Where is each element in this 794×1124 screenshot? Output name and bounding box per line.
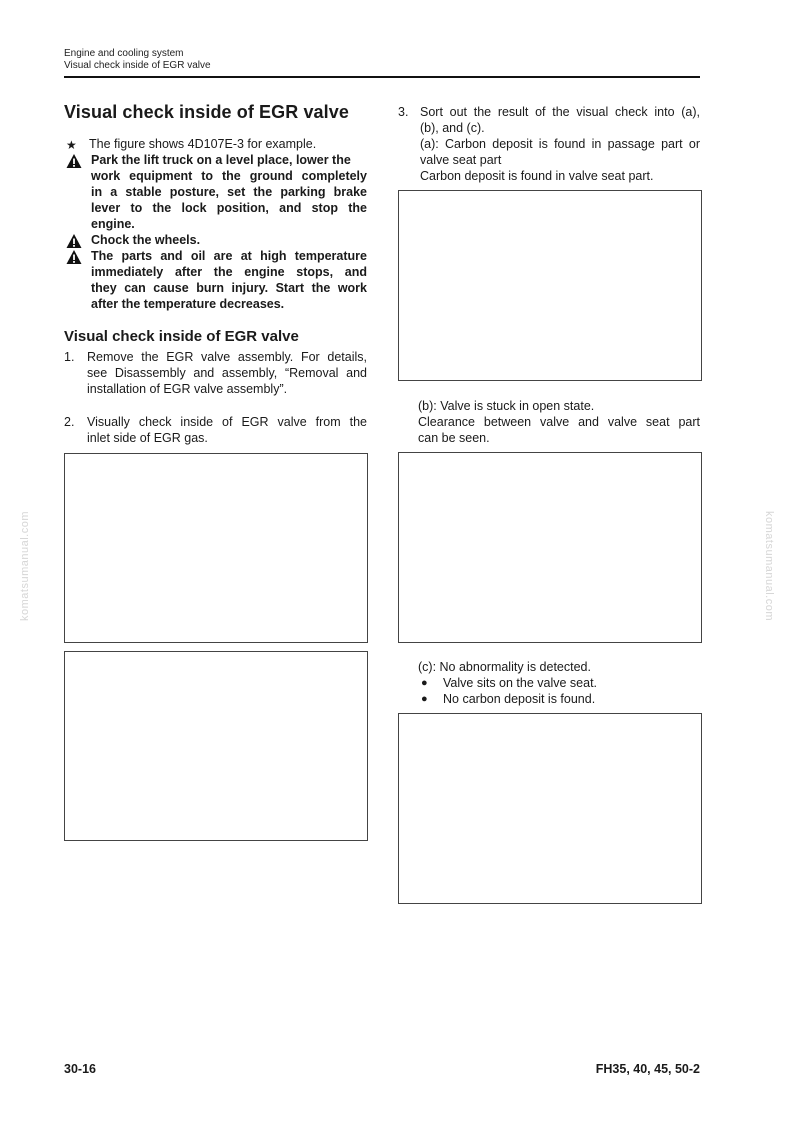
- result-c-bullet-1: Valve sits on the valve seat.: [443, 676, 598, 690]
- warning-3-line-1: The parts and oil are at high temperature: [91, 249, 367, 263]
- bullet-icon: ●: [421, 677, 428, 689]
- header-rule: [64, 76, 700, 78]
- watermark-right: komatsumanual.com: [763, 511, 775, 621]
- header-subsection: Visual check inside of EGR valve: [64, 60, 211, 71]
- warning-triangle-icon: [66, 153, 82, 169]
- figure-box-result-c: [398, 713, 702, 904]
- watermark-left: komatsumanual.com: [19, 511, 31, 621]
- warning-1-line-4: lever to the lock position, and stop the: [91, 201, 367, 215]
- step-3-number: 3.: [398, 105, 409, 119]
- warning-2-line-1: Chock the wheels.: [91, 233, 201, 247]
- page-title: Visual check inside of EGR valve: [64, 102, 349, 122]
- figure-box-step-2-a: [64, 453, 368, 643]
- result-a-line-2: valve seat part: [420, 153, 502, 167]
- warning-1-line-1: Park the lift truck on a level place, lower the: [91, 153, 351, 167]
- result-a-line-1: (a): Carbon deposit is found in passage part or: [420, 137, 700, 151]
- warning-triangle-icon: [66, 249, 82, 265]
- figure-box-step-2-b: [64, 651, 368, 841]
- model-label: FH35, 40, 45, 50-2: [595, 1062, 700, 1076]
- warning-3-line-2: immediately after the engine stops, and: [91, 265, 367, 279]
- step-2-number: 2.: [64, 415, 75, 429]
- step-1-number: 1.: [64, 350, 75, 364]
- figure-box-result-b: [398, 452, 702, 643]
- warning-triangle-icon: [66, 233, 82, 249]
- warning-3-line-3: they can cause burn injury. Start the work: [91, 281, 367, 295]
- step-1-line-2: see Disassembly and assembly, “Removal and: [87, 366, 367, 380]
- star-icon: ★: [66, 138, 77, 152]
- step-1-line-3: installation of EGR valve assembly”.: [87, 382, 288, 396]
- figure-note: The figure shows 4D107E-3 for example.: [89, 137, 317, 151]
- result-b-line-3: can be seen.: [418, 431, 490, 445]
- step-3-line-2: (b), and (c).: [420, 121, 485, 135]
- warning-1-line-5: engine.: [91, 217, 135, 231]
- result-b-line-2: Clearance between valve and valve seat part: [418, 415, 700, 429]
- header-section: Engine and cooling system: [64, 48, 184, 59]
- result-c-bullet-2: No carbon deposit is found.: [443, 692, 596, 706]
- result-b-line-1: (b): Valve is stuck in open state.: [418, 399, 595, 413]
- step-2-line-2: inlet side of EGR gas.: [87, 431, 208, 445]
- warning-3-line-4: after the temperature decreases.: [91, 297, 285, 311]
- section-subtitle: Visual check inside of EGR valve: [64, 328, 299, 345]
- figure-box-result-a: [398, 190, 702, 381]
- bullet-icon: ●: [421, 693, 428, 705]
- step-3-line-1: Sort out the result of the visual check into (a),: [420, 105, 700, 119]
- step-2-line-1: Visually check inside of EGR valve from the: [87, 415, 367, 429]
- result-a-line-3: Carbon deposit is found in valve seat part.: [420, 169, 654, 183]
- page-number: 30-16: [64, 1062, 96, 1076]
- warning-1-line-2: work equipment to the ground completely: [91, 169, 367, 183]
- step-1-line-1: Remove the EGR valve assembly. For details,: [87, 350, 367, 364]
- result-c-heading: (c): No abnormality is detected.: [418, 660, 591, 674]
- warning-1-line-3: in a stable posture, set the parking brake: [91, 185, 367, 199]
